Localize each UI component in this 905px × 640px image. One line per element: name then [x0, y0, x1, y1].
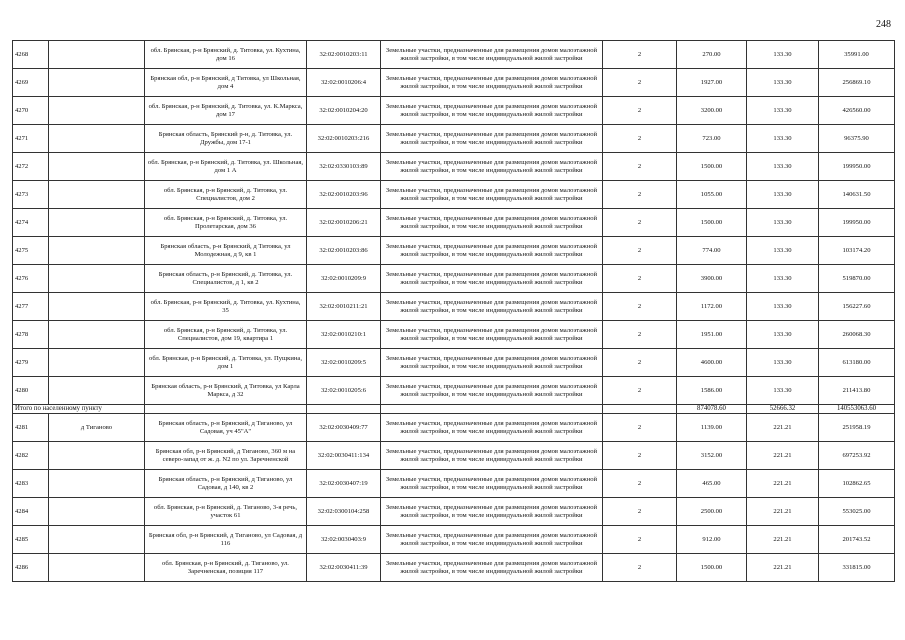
- cadastral-value-cell: 426560.00: [819, 97, 895, 125]
- row-number: 4276: [13, 265, 49, 293]
- cadastral-value-cell: 199950.00: [819, 209, 895, 237]
- rate-cell: 133.30: [747, 41, 819, 69]
- cadastral-value-cell: 331815.00: [819, 554, 895, 582]
- rate-cell: 133.30: [747, 237, 819, 265]
- cadastral-value-cell: 519870.00: [819, 265, 895, 293]
- land-use-cell: Земельные участки, предназначенные для размещения домов малоэтажной жилой застройки, в том числе индивидуальной жилой застройки: [381, 293, 603, 321]
- land-use-cell: Земельные участки, предназначенные для размещения домов малоэтажной жилой застройки, в том числе индивидуальной жилой застройки: [381, 69, 603, 97]
- area-cell: 2500.00: [677, 498, 747, 526]
- rate-cell: 221.21: [747, 470, 819, 498]
- table-row: [13, 69, 895, 97]
- row-number: 4286: [13, 554, 49, 582]
- total-group: [13, 405, 895, 414]
- cadastral-number-cell: 32:02:0010205:6: [307, 377, 381, 405]
- row-number: 4280: [13, 377, 49, 405]
- cadastral-number-cell: 32:02:0010203:96: [307, 181, 381, 209]
- area-cell: 912.00: [677, 526, 747, 554]
- category-cell: 2: [603, 349, 677, 377]
- address-cell: Брянская область, р-н Брянский, д Титовка, ул Молодежная, д 9, кв 1: [145, 237, 307, 265]
- category-cell: 2: [603, 153, 677, 181]
- category-cell: 2: [603, 181, 677, 209]
- page-number: 248: [876, 19, 891, 30]
- row-number: 4282: [13, 442, 49, 470]
- land-use-cell: Земельные участки, предназначенные для размещения домов малоэтажной жилой застройки, в том числе индивидуальной жилой застройки: [381, 97, 603, 125]
- settlement-cell: [49, 321, 145, 349]
- category-cell: 2: [603, 41, 677, 69]
- address-cell: обл. Брянская, р-н Брянский, д. Титовка, ул. Кухтина, 35: [145, 293, 307, 321]
- category-cell: 2: [603, 498, 677, 526]
- land-use-cell: Земельные участки, предназначенные для размещения домов малоэтажной жилой застройки, в том числе индивидуальной жилой застройки: [381, 349, 603, 377]
- category-cell: 2: [603, 209, 677, 237]
- cadastral-number-cell: 32:02:0030403:9: [307, 526, 381, 554]
- settlement-cell: [49, 442, 145, 470]
- settlement-cell: [49, 209, 145, 237]
- category-cell: 2: [603, 526, 677, 554]
- cadastral-number-cell: 32:02:0010204:20: [307, 97, 381, 125]
- category-cell: 2: [603, 69, 677, 97]
- cadastral-value-cell: 199950.00: [819, 153, 895, 181]
- area-cell: 1500.00: [677, 153, 747, 181]
- cadastral-value-cell: 697253.92: [819, 442, 895, 470]
- cadastral-value-cell: 103174.20: [819, 237, 895, 265]
- settlement-cell: [49, 498, 145, 526]
- land-use-cell: Земельные участки, предназначенные для размещения домов малоэтажной жилой застройки, в том числе индивидуальной жилой застройки: [381, 181, 603, 209]
- table-row: [13, 237, 895, 265]
- area-cell: 1500.00: [677, 209, 747, 237]
- cadastral-value-cell: 156227.60: [819, 293, 895, 321]
- total-label: Итого по населенному пункту: [13, 405, 145, 414]
- category-cell: 2: [603, 470, 677, 498]
- cadastral-value-table: [12, 40, 895, 582]
- rate-cell: 221.21: [747, 442, 819, 470]
- table-row: [13, 265, 895, 293]
- table-row: [13, 41, 895, 69]
- land-use-cell: Земельные участки, предназначенные для размещения домов малоэтажной жилой застройки, в том числе индивидуальной жилой застройки: [381, 209, 603, 237]
- total-row: [13, 405, 895, 414]
- cadastral-number-cell: 32:02:0010211:21: [307, 293, 381, 321]
- address-cell: обл. Брянская, р-н Брянский, д. Титовка, ул. Пущкина, дом 1: [145, 349, 307, 377]
- table-row: [13, 349, 895, 377]
- table-row: [13, 526, 895, 554]
- cadastral-value-cell: 96375.90: [819, 125, 895, 153]
- cadastral-number-cell: 32:02:0010206:4: [307, 69, 381, 97]
- area-cell: 1586.00: [677, 377, 747, 405]
- rate-cell: 133.30: [747, 125, 819, 153]
- area-cell: 3152.00: [677, 442, 747, 470]
- area-cell: 1951.00: [677, 321, 747, 349]
- table-row: [13, 125, 895, 153]
- table-row: [13, 554, 895, 582]
- row-number: 4285: [13, 526, 49, 554]
- land-use-cell: Земельные участки, предназначенные для размещения домов малоэтажной жилой застройки, в том числе индивидуальной жилой застройки: [381, 442, 603, 470]
- settlement-cell: [49, 265, 145, 293]
- category-cell: 2: [603, 377, 677, 405]
- row-number: 4271: [13, 125, 49, 153]
- cadastral-number-cell: 32:02:0300104:258: [307, 498, 381, 526]
- land-use-cell: Земельные участки, предназначенные для размещения домов малоэтажной жилой застройки, в том числе индивидуальной жилой застройки: [381, 321, 603, 349]
- settlement-cell: [49, 69, 145, 97]
- address-cell: обл. Брянская, р-н Брянский, д. Тиганово, ул. Заречненская, позиция 117: [145, 554, 307, 582]
- rows-group-titovka: [13, 41, 895, 405]
- row-number: 4268: [13, 41, 49, 69]
- area-cell: 1500.00: [677, 554, 747, 582]
- cadastral-number-cell: 32:02:0030409:77: [307, 414, 381, 442]
- address-cell: Брянская обл, р-н Брянский, д Титовка, ул Школьная, дом 4: [145, 69, 307, 97]
- area-cell: 1927.00: [677, 69, 747, 97]
- land-use-cell: Земельные участки, предназначенные для размещения домов малоэтажной жилой застройки, в том числе индивидуальной жилой застройки: [381, 377, 603, 405]
- rate-cell: 221.21: [747, 526, 819, 554]
- area-cell: 270.00: [677, 41, 747, 69]
- settlement-cell: [49, 181, 145, 209]
- cadastral-number-cell: 32:02:0010203:86: [307, 237, 381, 265]
- cadastral-value-cell: 613180.00: [819, 349, 895, 377]
- row-number: 4278: [13, 321, 49, 349]
- rate-cell: 221.21: [747, 554, 819, 582]
- land-use-cell: Земельные участки, предназначенные для размещения домов малоэтажной жилой застройки, в том числе индивидуальной жилой застройки: [381, 153, 603, 181]
- area-cell: 1172.00: [677, 293, 747, 321]
- settlement-cell: [49, 349, 145, 377]
- rate-cell: 133.30: [747, 265, 819, 293]
- cadastral-number-cell: 32:02:0030411:134: [307, 442, 381, 470]
- rate-cell: 133.30: [747, 69, 819, 97]
- row-number: 4273: [13, 181, 49, 209]
- table-row: [13, 498, 895, 526]
- rows-group-tiganovo: [13, 414, 895, 582]
- table-row: [13, 97, 895, 125]
- address-cell: Брянская обл, р-н Брянский, д Тиганово, 360 м на северо-запад от ж. д. N2 по ул. Заречненской: [145, 442, 307, 470]
- table-row: [13, 209, 895, 237]
- land-use-cell: Земельные участки, предназначенные для размещения домов малоэтажной жилой застройки, в том числе индивидуальной жилой застройки: [381, 554, 603, 582]
- row-number: 4281: [13, 414, 49, 442]
- address-cell: Брянская область, р-н Брянский, д Тиганово, ул Садовая, уч 45"А": [145, 414, 307, 442]
- rate-cell: 133.30: [747, 293, 819, 321]
- cadastral-number-cell: 32:02:0010206:21: [307, 209, 381, 237]
- rate-cell: 133.30: [747, 153, 819, 181]
- area-cell: 1055.00: [677, 181, 747, 209]
- cadastral-number-cell: 32:02:0010203:11: [307, 41, 381, 69]
- rate-cell: 133.30: [747, 181, 819, 209]
- row-number: 4277: [13, 293, 49, 321]
- row-number: 4279: [13, 349, 49, 377]
- land-use-cell: Земельные участки, предназначенные для размещения домов малоэтажной жилой застройки, в том числе индивидуальной жилой застройки: [381, 237, 603, 265]
- area-cell: 3900.00: [677, 265, 747, 293]
- address-cell: Брянская область, р-н Брянский, д Титовка, ул Карла Маркса, д 32: [145, 377, 307, 405]
- category-cell: 2: [603, 321, 677, 349]
- row-number: 4274: [13, 209, 49, 237]
- table-row: [13, 293, 895, 321]
- cadastral-value-cell: 35991.00: [819, 41, 895, 69]
- settlement-cell: [49, 526, 145, 554]
- settlement-cell: [49, 125, 145, 153]
- cadastral-value-cell: 260068.30: [819, 321, 895, 349]
- area-cell: 1139.00: [677, 414, 747, 442]
- address-cell: Брянская область, Брянский р-н, д. Титовка, ул. Дружбы, дом 17-1: [145, 125, 307, 153]
- settlement-cell: д Тиганово: [49, 414, 145, 442]
- land-use-cell: Земельные участки, предназначенные для размещения домов малоэтажной жилой застройки, в том числе индивидуальной жилой застройки: [381, 414, 603, 442]
- total-area: 874078.60: [677, 405, 747, 414]
- rate-cell: 133.30: [747, 97, 819, 125]
- category-cell: 2: [603, 442, 677, 470]
- row-number: 4275: [13, 237, 49, 265]
- cadastral-number-cell: 32:02:0010209:9: [307, 265, 381, 293]
- land-use-cell: Земельные участки, предназначенные для размещения домов малоэтажной жилой застройки, в том числе индивидуальной жилой застройки: [381, 125, 603, 153]
- cadastral-number-cell: 32:02:0030411:39: [307, 554, 381, 582]
- rate-cell: 221.21: [747, 498, 819, 526]
- address-cell: обл. Брянская, р-н Брянский, д. Титовка, ул. К.Маркса, дом 17: [145, 97, 307, 125]
- address-cell: обл. Брянская, р-н Брянский, д. Титовка, ул. Кухтина, дом 16: [145, 41, 307, 69]
- land-use-cell: Земельные участки, предназначенные для размещения домов малоэтажной жилой застройки, в том числе индивидуальной жилой застройки: [381, 470, 603, 498]
- category-cell: 2: [603, 293, 677, 321]
- table-row: [13, 414, 895, 442]
- settlement-cell: [49, 377, 145, 405]
- address-cell: обл. Брянская, р-н Брянский, д. Титовка, ул. Специалистов, дом 2: [145, 181, 307, 209]
- area-cell: 465.00: [677, 470, 747, 498]
- row-number: 4269: [13, 69, 49, 97]
- area-cell: 3200.00: [677, 97, 747, 125]
- settlement-cell: [49, 153, 145, 181]
- category-cell: 2: [603, 554, 677, 582]
- cadastral-value-cell: 102862.65: [819, 470, 895, 498]
- rate-cell: 133.30: [747, 349, 819, 377]
- settlement-cell: [49, 554, 145, 582]
- cadastral-number-cell: 32:02:0030407:19: [307, 470, 381, 498]
- address-cell: Брянская обл, р-н Брянский, д Тиганово, ул Садовая, д 116: [145, 526, 307, 554]
- land-use-cell: Земельные участки, предназначенные для размещения домов малоэтажной жилой застройки, в том числе индивидуальной жилой застройки: [381, 41, 603, 69]
- area-cell: 774.00: [677, 237, 747, 265]
- cadastral-number-cell: 32:02:0330103:89: [307, 153, 381, 181]
- category-cell: 2: [603, 414, 677, 442]
- table-row: [13, 377, 895, 405]
- row-number: 4272: [13, 153, 49, 181]
- address-cell: обл. Брянская, р-н Брянский, д. Титовка, ул. Пролетарская, дом 36: [145, 209, 307, 237]
- row-number: 4270: [13, 97, 49, 125]
- table-row: [13, 470, 895, 498]
- land-use-cell: Земельные участки, предназначенные для размещения домов малоэтажной жилой застройки, в том числе индивидуальной жилой застройки: [381, 526, 603, 554]
- cadastral-number-cell: 32:02:0010210:1: [307, 321, 381, 349]
- settlement-cell: [49, 97, 145, 125]
- category-cell: 2: [603, 265, 677, 293]
- address-cell: Брянская область, р-н Брянский, д Тиганово, ул Садовая, д 140, кв 2: [145, 470, 307, 498]
- rate-cell: 133.30: [747, 321, 819, 349]
- settlement-cell: [49, 293, 145, 321]
- cadastral-value-cell: 553025.00: [819, 498, 895, 526]
- settlement-cell: [49, 41, 145, 69]
- cadastral-value-cell: 256869.10: [819, 69, 895, 97]
- cadastral-value-cell: 251958.19: [819, 414, 895, 442]
- cadastral-number-cell: 32:02:0010209:5: [307, 349, 381, 377]
- area-cell: 723.00: [677, 125, 747, 153]
- settlement-cell: [49, 470, 145, 498]
- table-row: [13, 442, 895, 470]
- rate-cell: 133.30: [747, 377, 819, 405]
- address-cell: обл. Брянская, р-н Брянский, д. Титовка, ул. Специалистов, дом 19, квартира 1: [145, 321, 307, 349]
- land-use-cell: Земельные участки, предназначенные для размещения домов малоэтажной жилой застройки, в том числе индивидуальной жилой застройки: [381, 265, 603, 293]
- address-cell: Брянская область, р-н Брянский, д. Титовка, ул. Специалистов, д 1, кв 2: [145, 265, 307, 293]
- table-row: [13, 153, 895, 181]
- row-number: 4283: [13, 470, 49, 498]
- cadastral-value-cell: 201743.52: [819, 526, 895, 554]
- total-value: 140553063.60: [819, 405, 895, 414]
- cadastral-value-cell: 211413.80: [819, 377, 895, 405]
- land-use-cell: Земельные участки, предназначенные для размещения домов малоэтажной жилой застройки, в том числе индивидуальной жилой застройки: [381, 498, 603, 526]
- row-number: 4284: [13, 498, 49, 526]
- table-row: [13, 321, 895, 349]
- category-cell: 2: [603, 125, 677, 153]
- settlement-cell: [49, 237, 145, 265]
- category-cell: 2: [603, 237, 677, 265]
- cadastral-number-cell: 32:02:0010203:216: [307, 125, 381, 153]
- cadastral-value-cell: 140631.50: [819, 181, 895, 209]
- address-cell: обл. Брянская, р-н Брянский, д. Тиганово, 3-я речь, участок 61: [145, 498, 307, 526]
- category-cell: 2: [603, 97, 677, 125]
- total-rate: 52666.32: [747, 405, 819, 414]
- rate-cell: 133.30: [747, 209, 819, 237]
- area-cell: 4600.00: [677, 349, 747, 377]
- rate-cell: 221.21: [747, 414, 819, 442]
- address-cell: обл. Брянская, р-н Брянский, д. Титовка, ул. Школьная, дом 1 А: [145, 153, 307, 181]
- table-row: [13, 181, 895, 209]
